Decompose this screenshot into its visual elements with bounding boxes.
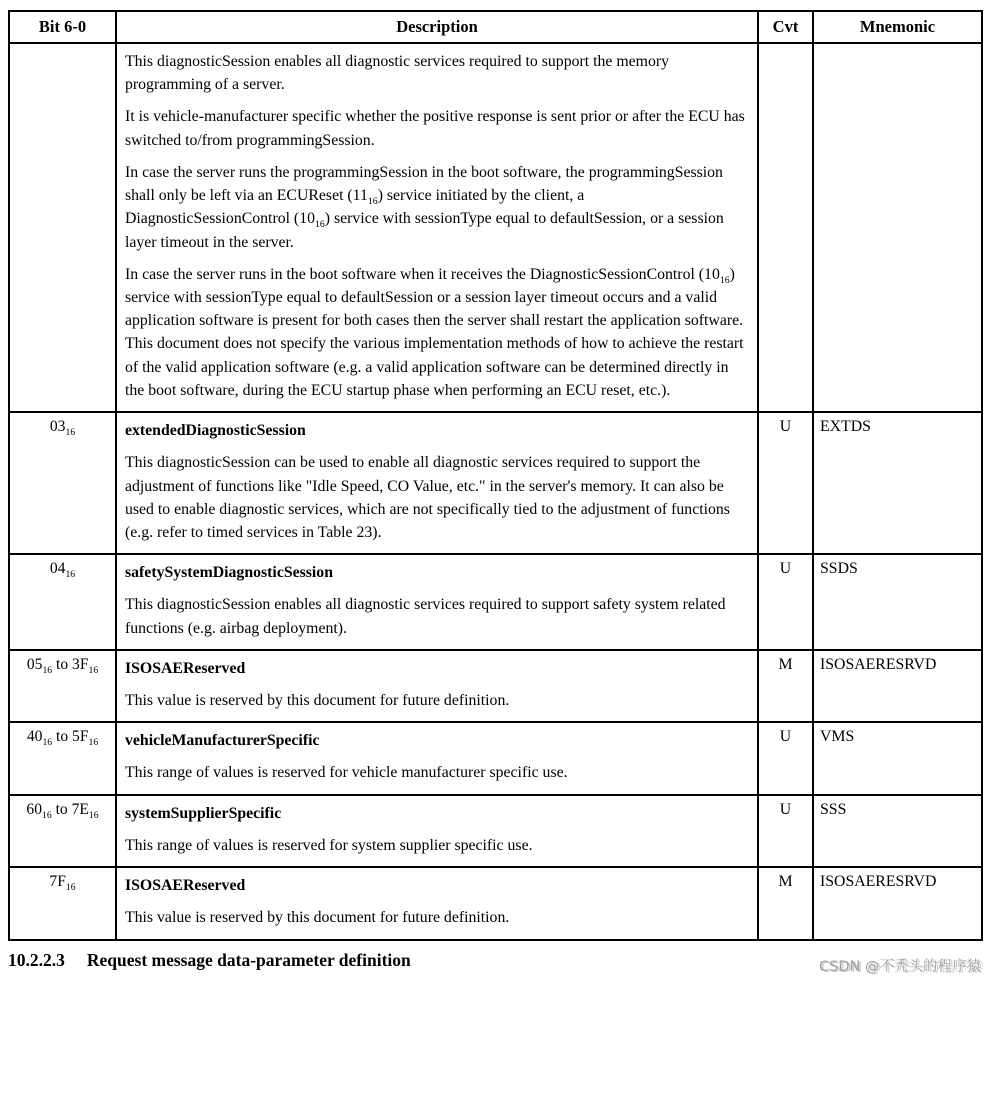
cvt-cell: U — [758, 412, 813, 554]
table-row — [9, 650, 982, 722]
session-title: extendedDiagnosticSession — [125, 422, 306, 440]
description-cell — [116, 554, 758, 650]
session-title: systemSupplierSpecific — [125, 804, 282, 822]
page-footer-line — [8, 950, 981, 976]
session-title: ISOSAEReserved — [125, 659, 246, 677]
bit-cell: $40_{16}$ to $5F_{16}$ — [9, 722, 116, 794]
mnemonic-cell: SSS — [813, 795, 982, 867]
description-paragraph: It is vehicle-manufacturer specific whether the positive response is sent prior or after the ECU has switched to/from programmingSession. — [125, 108, 745, 149]
diagnostic-session-table — [8, 10, 983, 941]
column-header-mnemonic: Mnemonic — [813, 11, 982, 43]
description-cell — [116, 650, 758, 722]
description-cell — [116, 867, 758, 939]
table-header-row — [9, 11, 982, 43]
mnemonic-cell: ISOSAERESRVD — [813, 650, 982, 722]
description-cell — [116, 722, 758, 794]
cvt-cell — [758, 43, 813, 412]
watermark-text: CSDN @不秃头的程序猿 — [819, 958, 981, 975]
description-paragraph: This diagnosticSession can be used to enable all diagnostic services required to support the adjustment of functions like "Idle Speed, CO Value, etc." in the server's memory. It can also be used to enable diagnostic services, which are not specifically tied to the adjustment of functions (e.g. refer to timed services in Table 23). — [125, 454, 730, 541]
description-cell — [116, 43, 758, 412]
column-header-description: Description — [116, 11, 758, 43]
cvt-cell: U — [758, 722, 813, 794]
description-paragraph: This diagnosticSession enables all diagnostic services required to support the memory programming of a server. — [125, 53, 669, 94]
bit-cell: $7F_{16}$ — [9, 867, 116, 939]
mnemonic-cell: EXTDS — [813, 412, 982, 554]
section-title: Request message data-parameter definition — [86, 949, 411, 970]
table-row — [9, 722, 982, 794]
session-title: safetySystemDiagnosticSession — [125, 564, 333, 582]
session-title: ISOSAEReserved — [125, 877, 246, 895]
mnemonic-cell — [813, 43, 982, 412]
bit-cell: $04_{16}$ — [9, 554, 116, 650]
description-paragraph: In case the server runs in the boot software when it receives the DiagnosticSessionControl $(10_{16})$ service with sessionType equal to defaultSession or a session layer timeout occurs and a valid application software is present for both cases then the server shall restart the application software. This document does not specify the various implementation methods of how to achieve the restart of the valid application software (e.g. a valid application software can be determined directly in the boot software, during the ECU startup phase when performing an ECU reset, etc.). — [125, 265, 744, 399]
session-title: vehicleManufacturerSpecific — [125, 732, 320, 750]
section-number: 10.2.2.3 — [8, 949, 65, 970]
description-cell — [116, 795, 758, 867]
table-row — [9, 412, 982, 554]
column-header-cvt: Cvt — [758, 11, 813, 43]
cvt-cell: M — [758, 867, 813, 939]
mnemonic-cell: SSDS — [813, 554, 982, 650]
description-paragraph: In case the server runs the programmingSession in the boot software, the programmingSession shall only be left via an ECUReset $(11_{16})$ service initiated by the client, a DiagnosticSessionControl $(10_{16})$ service with sessionType equal to defaultSession, or a session layer timeout in the server. — [125, 163, 724, 251]
description-cell — [116, 412, 758, 554]
column-header-bit: Bit 6-0 — [9, 11, 116, 43]
bit-cell: $03_{16}$ — [9, 412, 116, 554]
table-row — [9, 554, 982, 650]
description-paragraph: This range of values is reserved for system supplier specific use. — [125, 836, 533, 854]
cvt-cell: M — [758, 650, 813, 722]
bit-cell — [9, 43, 116, 412]
mnemonic-cell: VMS — [813, 722, 982, 794]
description-paragraph: This value is reserved by this document for future definition. — [125, 692, 510, 710]
bit-cell: $05_{16}$ to $3F_{16}$ — [9, 650, 116, 722]
table-row — [9, 795, 982, 867]
mnemonic-cell: ISOSAERESRVD — [813, 867, 982, 939]
description-paragraph: This diagnosticSession enables all diagnostic services required to support safety system related functions (e.g. airbag deployment). — [125, 596, 726, 637]
bit-cell: $60_{16}$ to $7E_{16}$ — [9, 795, 116, 867]
description-paragraph: This value is reserved by this document for future definition. — [125, 909, 510, 927]
description-paragraph: This range of values is reserved for vehicle manufacturer specific use. — [125, 764, 568, 782]
table-row — [9, 43, 982, 412]
cvt-cell: U — [758, 795, 813, 867]
table-row — [9, 867, 982, 939]
cvt-cell: U — [758, 554, 813, 650]
